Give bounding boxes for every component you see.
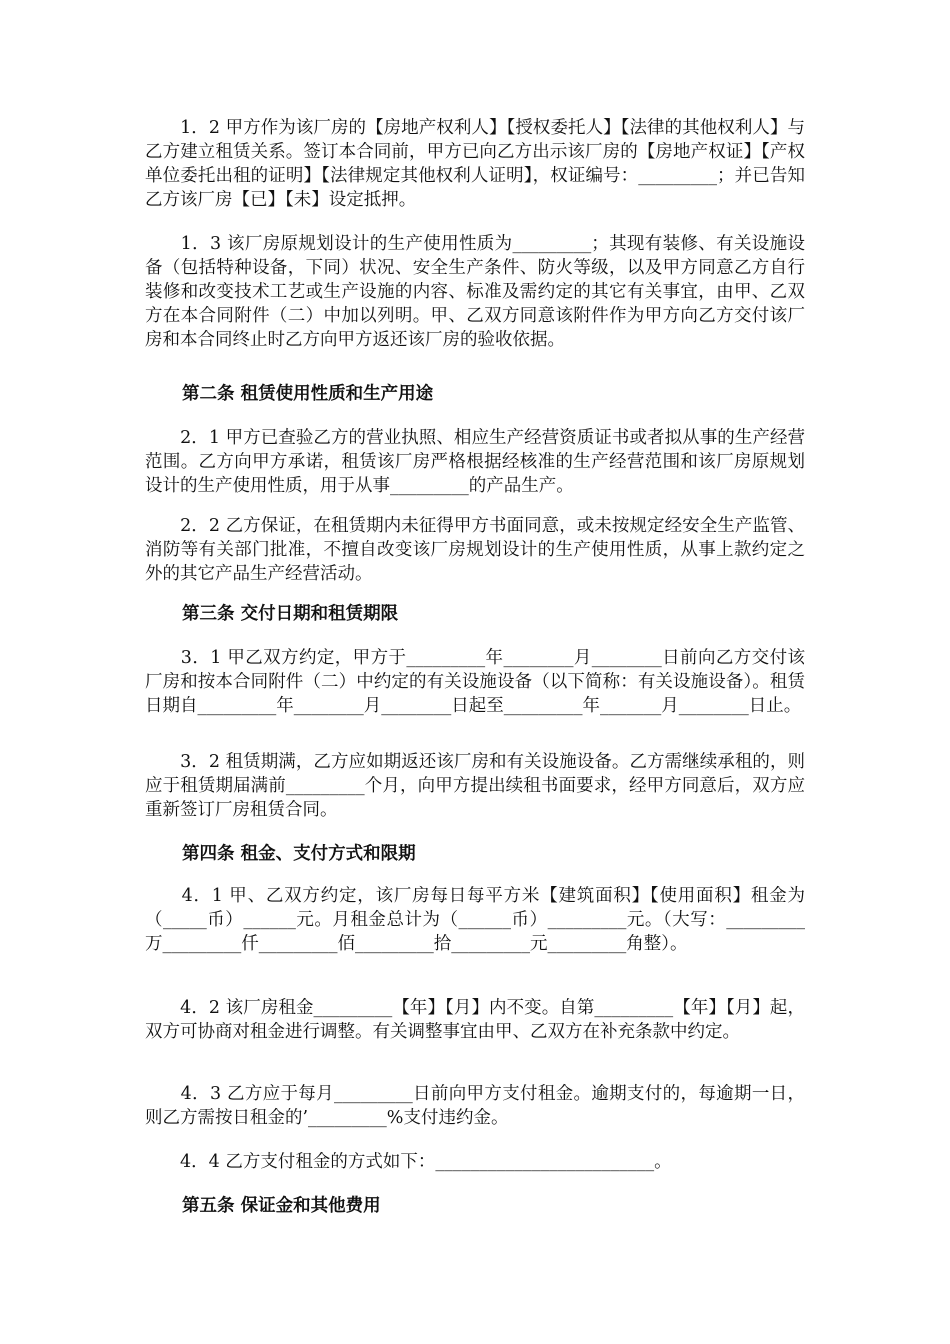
clause-4-1: 4．1 甲、乙双方约定，该厂房每日每平方米【建筑面积】【使用面积】租金为（_____币）______元。月租金总计为（______币）_________元。（大写：_________万_________仟_________佰_________拾_________元_________角整）。 bbox=[145, 886, 805, 954]
clause-1-3: 1．3 该厂房原规划设计的生产使用性质为_________；其现有装修、有关设施设备（包括特种设备，下同）状况、安全生产条件、防火等级，以及甲方同意乙方自行装修和改变技术工艺或生产设施的内容、标准及需约定的其它有关事宜，由甲、乙双方在本合同附件（二）中加以列明。甲、乙双方同意该附件作为甲方向乙方交付该厂房和本合同终止时乙方向甲方返还该厂房的验收依据。 bbox=[145, 234, 805, 350]
clause-2-1: 2．1 甲方已查验乙方的营业执照、相应生产经营资质证书或者拟从事的生产经营范围。乙方向甲方承诺，租赁该厂房严格根据经核准的生产经营范围和该厂房原规划设计的生产使用性质，用于从事_________的产品生产。 bbox=[145, 428, 805, 496]
clause-4-3: 4．3 乙方应于每月_________日前向甲方支付租金。逾期支付的，每逾期一日，则乙方需按日租金的’_________%支付违约金。 bbox=[145, 1084, 805, 1128]
article-5-heading: 第五条 保证金和其他费用 bbox=[182, 1196, 381, 1216]
article-2-heading: 第二条 租赁使用性质和生产用途 bbox=[182, 384, 434, 404]
article-3-heading: 第三条 交付日期和租赁期限 bbox=[182, 604, 399, 624]
clause-2-2: 2．2 乙方保证，在租赁期内未征得甲方书面同意，或未按规定经安全生产监管、消防等有关部门批准，不擅自改变该厂房规划设计的生产使用性质，从事上款约定之外的其它产品生产经营活动。 bbox=[145, 516, 805, 584]
article-4-heading: 第四条 租金、支付方式和限期 bbox=[182, 844, 416, 864]
clause-3-1: 3．1 甲乙双方约定，甲方于_________年________月________日前向乙方交付该厂房和按本合同附件（二）中约定的有关设施设备（以下简称：有关设施设备）。租赁日期自_________年________月________日起至_________年_______月________日止。 bbox=[145, 648, 805, 716]
clause-3-2: 3．2 租赁期满，乙方应如期返还该厂房和有关设施设备。乙方需继续承租的，则应于租赁期届满前_________个月，向甲方提出续租书面要求，经甲方同意后，双方应重新签订厂房租赁合同。 bbox=[145, 752, 805, 820]
clause-4-2: 4．2 该厂房租金_________【年】【月】内不变。自第_________【年】【月】起，双方可协商对租金进行调整。有关调整事宜由甲、乙双方在补充条款中约定。 bbox=[145, 998, 805, 1042]
clause-1-2: 1．2 甲方作为该厂房的【房地产权利人】【授权委托人】【法律的其他权利人】与乙方建立租赁关系。签订本合同前，甲方已向乙方出示该厂房的【房地产权证】【产权单位委托出租的证明】【法律规定其他权利人证明】，权证编号：_________；并已告知乙方该厂房【已】【未】设定抵押。 bbox=[145, 118, 805, 210]
clause-4-4: 4．4 乙方支付租金的方式如下：_________________________。 bbox=[145, 1152, 672, 1172]
